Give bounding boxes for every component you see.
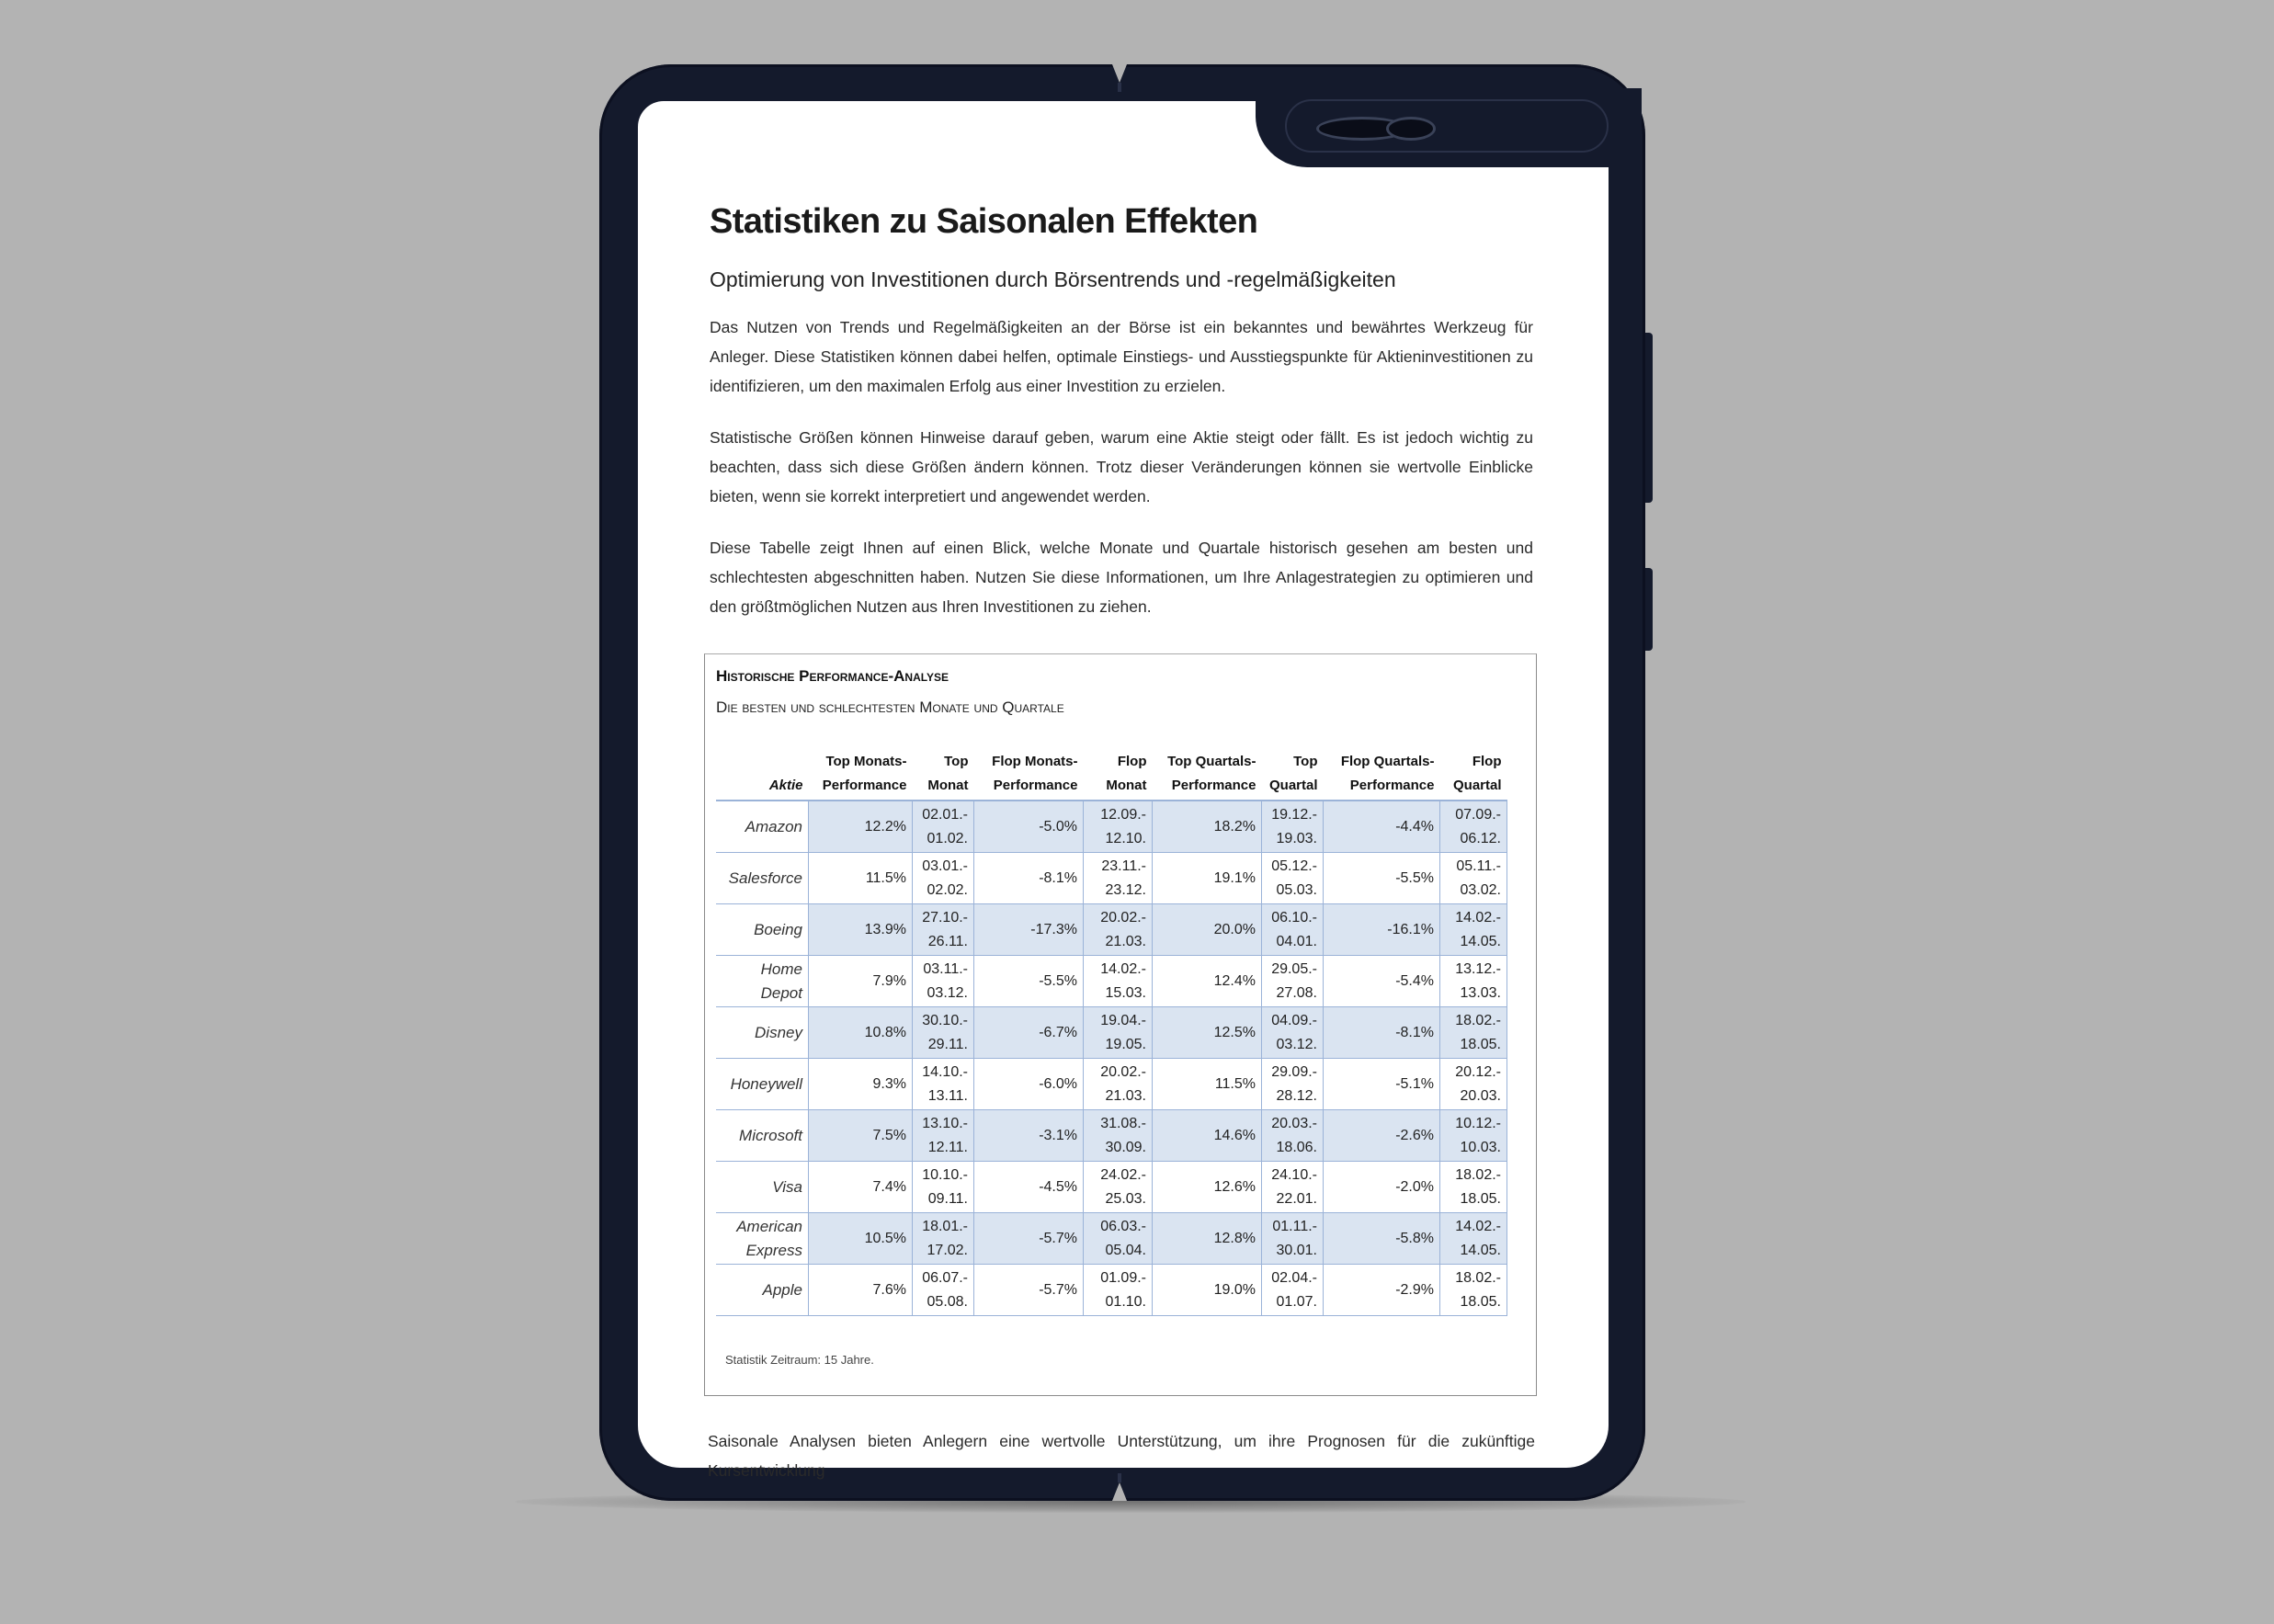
stock-name-cell: Amazon (716, 801, 809, 853)
table-cell: 20.12.- 20.03. (1440, 1059, 1507, 1110)
table-cell: 9.3% (809, 1059, 913, 1110)
table-cell: 14.02.- 14.05. (1440, 1213, 1507, 1265)
table-cell: 18.02.- 18.05. (1440, 1162, 1507, 1213)
paragraph: Diese Tabelle zeigt Ihnen auf einen Blick, welche Monate und Quartale historisch gesehen am besten und schlechtesten abgeschnitten haben. Nutzen Sie diese Informationen, um Ihre Anlagestrategien zu optimieren und den größtmöglichen Nutzen aus Ihren Investitionen zu ziehen. (710, 539, 1533, 616)
table-cell: -17.3% (974, 904, 1084, 956)
table-cell: 10.8% (809, 1007, 913, 1059)
table-row (716, 1110, 1507, 1162)
table-cell: -5.7% (974, 1265, 1084, 1316)
table-cell: 20.03.- 18.06. (1262, 1110, 1324, 1162)
column-header: Top Quartal (1262, 746, 1324, 801)
table-cell: 19.0% (1153, 1265, 1262, 1316)
table-cell: -6.0% (974, 1059, 1084, 1110)
table-cell: -4.4% (1324, 801, 1440, 853)
front-camera-icon (1386, 117, 1436, 141)
table-cell: 18.2% (1153, 801, 1262, 853)
table-cell: -8.1% (974, 853, 1084, 904)
table-row (716, 1265, 1507, 1316)
table-cell: 18.02.- 18.05. (1440, 1007, 1507, 1059)
table-cell: 18.02.- 18.05. (1440, 1265, 1507, 1316)
table-cell: 02.04.- 01.07. (1262, 1265, 1324, 1316)
table-footnote: Statistik Zeitraum: 15 Jahre. (725, 1353, 874, 1367)
table-cell: -5.1% (1324, 1059, 1440, 1110)
table-cell: 01.09.- 01.10. (1084, 1265, 1153, 1316)
table-cell: -5.4% (1324, 956, 1440, 1007)
table-cell: 01.11.- 30.01. (1262, 1213, 1324, 1265)
table-cell: 20.0% (1153, 904, 1262, 956)
table-row (716, 956, 1507, 1007)
page-title: Statistiken zu Saisonalen Effekten (710, 202, 1258, 241)
table-row (716, 1213, 1507, 1265)
table-cell: 07.09.- 06.12. (1440, 801, 1507, 853)
table-cell: 7.5% (809, 1110, 913, 1162)
table-cell: 12.2% (809, 801, 913, 853)
table-row (716, 853, 1507, 904)
table-cell: 19.12.- 19.03. (1262, 801, 1324, 853)
table-row (716, 1007, 1507, 1059)
table-cell: 12.5% (1153, 1007, 1262, 1059)
performance-table (716, 746, 1507, 1316)
table-cell: -16.1% (1324, 904, 1440, 956)
table-row (716, 1162, 1507, 1213)
column-header: Flop Monat (1084, 746, 1153, 801)
column-header: Flop Quartals- Performance (1324, 746, 1440, 801)
table-cell: 19.1% (1153, 853, 1262, 904)
table-row (716, 904, 1507, 956)
column-header: Aktie (716, 746, 809, 801)
table-cell: -2.0% (1324, 1162, 1440, 1213)
table-cell: -5.7% (974, 1213, 1084, 1265)
table-cell: -5.8% (1324, 1213, 1440, 1265)
continuation-paragraph: Saisonale Analysen bieten Anlegern eine wertvolle Unterstützung, um ihre Prognosen für die zukünftige Kursentwicklung (708, 1432, 1535, 1480)
column-header: Flop Monats- Performance (974, 746, 1084, 801)
table-cell: 11.5% (809, 853, 913, 904)
table-title: Historische Performance-Analyse (716, 667, 949, 685)
table-cell: -5.0% (974, 801, 1084, 853)
column-header: Top Monats- Performance (809, 746, 913, 801)
table-cell: -6.7% (974, 1007, 1084, 1059)
table-cell: 14.6% (1153, 1110, 1262, 1162)
table-cell: 05.11.- 03.02. (1440, 853, 1507, 904)
table-cell: 7.9% (809, 956, 913, 1007)
table-cell: 30.10.- 29.11. (913, 1007, 974, 1059)
table-cell: 04.09.- 03.12. (1262, 1007, 1324, 1059)
column-header: Flop Quartal (1440, 746, 1507, 801)
table-cell: 12.4% (1153, 956, 1262, 1007)
table-cell: 10.10.- 09.11. (913, 1162, 974, 1213)
table-cell: 20.02.- 21.03. (1084, 904, 1153, 956)
table-cell: 13.9% (809, 904, 913, 956)
table-subtitle: Die besten und schlechtesten Monate und Quartale (716, 698, 1064, 716)
table-cell: 12.8% (1153, 1213, 1262, 1265)
table-cell: 12.09.- 12.10. (1084, 801, 1153, 853)
table-cell: 14.10.- 13.11. (913, 1059, 974, 1110)
table-cell: 05.12.- 05.03. (1262, 853, 1324, 904)
stock-name-cell: Visa (716, 1162, 809, 1213)
stock-name-cell: American Express (716, 1213, 809, 1265)
stock-name-cell: Boeing (716, 904, 809, 956)
table-cell: 29.05.- 27.08. (1262, 956, 1324, 1007)
performance-table-card (704, 653, 1537, 1396)
table-cell: 7.4% (809, 1162, 913, 1213)
table-cell: 14.02.- 15.03. (1084, 956, 1153, 1007)
table-cell: -4.5% (974, 1162, 1084, 1213)
table-cell: 03.01.- 02.02. (913, 853, 974, 904)
table-cell: 7.6% (809, 1265, 913, 1316)
table-cell: 13.12.- 13.03. (1440, 956, 1507, 1007)
table-cell: 18.01.- 17.02. (913, 1213, 974, 1265)
column-header: Top Quartals- Performance (1153, 746, 1262, 801)
stock-name-cell: Microsoft (716, 1110, 809, 1162)
table-cell: -3.1% (974, 1110, 1084, 1162)
table-cell: -5.5% (1324, 853, 1440, 904)
table-cell: 03.11.- 03.12. (913, 956, 974, 1007)
table-header-row (716, 746, 1507, 801)
table-cell: 12.6% (1153, 1162, 1262, 1213)
paragraph: Das Nutzen von Trends und Regelmäßigkeiten an der Börse ist ein bekanntes und bewährtes Werkzeug für Anleger. Diese Statistiken können dabei helfen, optimale Einstiegs- und Ausstiegspunkte für Aktieninvestitionen zu identifizieren, um den maximalen Erfolg aus einer Investition zu erzielen. (710, 318, 1533, 395)
stock-name-cell: Disney (716, 1007, 809, 1059)
table-cell: 31.08.- 30.09. (1084, 1110, 1153, 1162)
table-cell: 11.5% (1153, 1059, 1262, 1110)
table-cell: 14.02.- 14.05. (1440, 904, 1507, 956)
table-cell: 10.5% (809, 1213, 913, 1265)
table-cell: 06.10.- 04.01. (1262, 904, 1324, 956)
table-cell: 06.07.- 05.08. (913, 1265, 974, 1316)
stock-name-cell: Apple (716, 1265, 809, 1316)
table-cell: 24.10.- 22.01. (1262, 1162, 1324, 1213)
table-cell: 19.04.- 19.05. (1084, 1007, 1153, 1059)
stock-name-cell: Honeywell (716, 1059, 809, 1110)
table-cell: 23.11.- 23.12. (1084, 853, 1153, 904)
hinge-line-top (1118, 83, 1121, 92)
table-cell: 27.10.- 26.11. (913, 904, 974, 956)
table-cell: 29.09.- 28.12. (1262, 1059, 1324, 1110)
table-cell: 13.10.- 12.11. (913, 1110, 974, 1162)
table-row (716, 801, 1507, 853)
table-cell: 06.03.- 05.04. (1084, 1213, 1153, 1265)
table-cell: -5.5% (974, 956, 1084, 1007)
document-body (710, 202, 1533, 643)
table-cell: -2.9% (1324, 1265, 1440, 1316)
table-cell: 20.02.- 21.03. (1084, 1059, 1153, 1110)
table-cell: 10.12.- 10.03. (1440, 1110, 1507, 1162)
table-cell: 02.01.- 01.02. (913, 801, 974, 853)
page-subtitle: Optimierung von Investitionen durch Börsentrends und -regelmäßigkeiten (710, 267, 1396, 291)
table-cell: -8.1% (1324, 1007, 1440, 1059)
table-row (716, 1059, 1507, 1110)
column-header: Top Monat (913, 746, 974, 801)
table-cell: 24.02.- 25.03. (1084, 1162, 1153, 1213)
table-cell: -2.6% (1324, 1110, 1440, 1162)
stock-name-cell: Home Depot (716, 956, 809, 1007)
stock-name-cell: Salesforce (716, 853, 809, 904)
table-body (716, 801, 1507, 1316)
paragraph: Statistische Größen können Hinweise darauf geben, warum eine Aktie steigt oder fällt. Es ist jedoch wichtig zu beachten, dass sich diese Größen ändern können. Trotz dieser Veränderungen können sie wertvolle Einblicke bieten, wenn sie korrekt interpretiert und angewendet werden. (710, 428, 1533, 505)
